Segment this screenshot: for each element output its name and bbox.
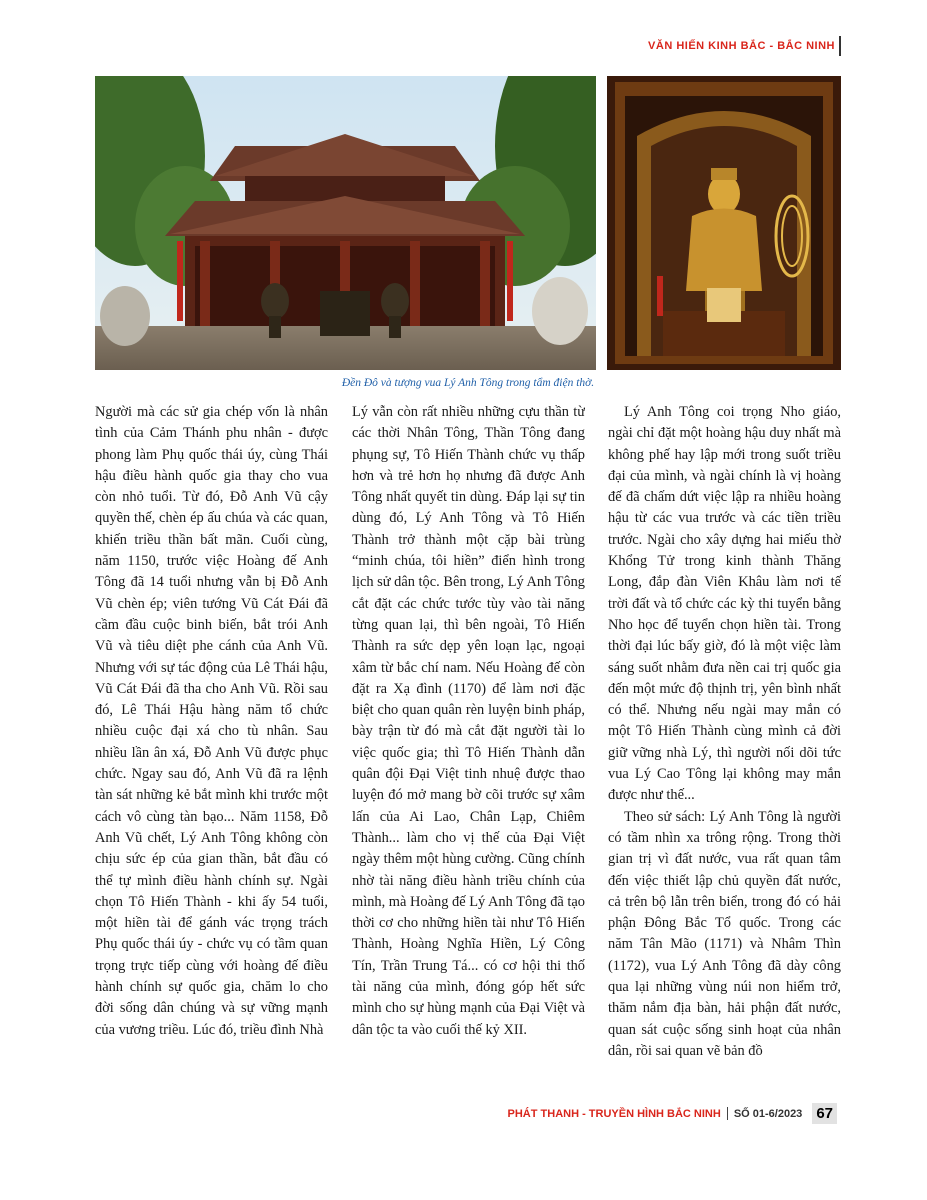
magazine-section-title: VĂN HIẾN KINH BẮC - BẮC NINH <box>648 40 835 52</box>
header-divider <box>839 36 841 56</box>
paragraph: Theo sử sách: Lý Anh Tông là người có tầm nhìn xa trông rộng. Trong thời gian trị vì đất nước, vua rất quan tâm đến việc thiết lập chủ quyền đất nước, cả trên bộ lẫn trên biển, trong đó có hải phận Đông Bắc Tổ quốc. Trong các năm Tân Mão (1171) và Nhâm Thìn (1172), vua Lý Anh Tông đã dày công qua lại những vùng núi non hiểm trở, thăm nắm địa bàn, hải phận đất nước, quan sát cuộc sống sinh hoạt của nhân dân, rồi sai quan vẽ bản đồ <box>608 808 841 1059</box>
paragraph: Lý Anh Tông coi trọng Nho giáo, ngài chỉ đặt một hoàng hậu duy nhất mà không phế hay lập mới trong suốt triều đại của mình, và ngài chính là vị hoàng đế đã chấm dứt việc lập ra nhiều hoàng hậu từ các vua trước và các tiền triều trước. Ngài cho xây dựng hai miếu thờ Khổng Tử trong kinh thành Thăng Long, đắp đàn Viên Khâu làm nơi tế trời đất và tổ chức các kỳ thi tuyển bằng Nho học để tuyển chọn hiền tài. Trong thời đại lúc bấy giờ, đó là một việc làm sáng suốt nhằm đưa nền cai trị quốc gia đến một mức độ thịnh trị, yên bình nhất có thể. Nhưng nếu ngài may mắn có một Tô Hiến Thành cùng mình cả đời giữ vững nhà Lý, thì người nối dõi tức vua Lý Cao Tông lại không may mắn được như thế... <box>608 404 841 804</box>
page-footer <box>508 1103 837 1124</box>
footer-issue: SỐ 01-6/2023 <box>733 1107 803 1120</box>
footer-publisher: PHÁT THANH - TRUYỀN HÌNH BẮC NINH <box>507 1107 721 1120</box>
page-number: 67 <box>812 1103 837 1124</box>
article-column-2 <box>352 402 585 1092</box>
article-column-3 <box>608 402 841 1092</box>
figure-caption: Đền Đô và tượng vua Lý Anh Tông trong tẩm điện thờ. <box>341 377 595 389</box>
temple-photo <box>95 76 596 370</box>
paragraph: Người mà các sử gia chép vốn là nhân tình của Cảm Thánh phu nhân - được phong làm Phụ quốc thái úy, cùng Thái hậu điều hành quốc gia thay cho vua còn nhỏ tuổi. Từ đó, Đỗ Anh Vũ cậy quyền thế, chèn ép ấu chúa và các quan, khiến triều thần bất mãn. Cuối cùng, năm 1150, trước việc Hoàng đế Anh Tông đã 14 tuổi nhưng vẫn bị Đỗ Anh Vũ chèn ép; viên tướng Vũ Cát Đái đã cầm đầu cuộc binh biến, bắt trói Anh Vũ và tiêu diệt phe cánh của Anh Vũ. Nhưng với sự tác động của Lê Thái hậu, Vũ Cát Đái đã tha cho Anh Vũ. Rồi sau đó, Lê Thái Hậu hàng năm tổ chức nhiều cuộc đại xá cho tù nhân. Sau nhiều lần ân xá, Đỗ Anh Vũ được phục chức. Ngay sau đó, Anh Vũ đã ra lệnh tàn sát những kẻ bắt mình khi trước một cách vô cùng tàn bạo... Năm 1158, Đỗ Anh Vũ chết, Lý Anh Tông không còn chịu sức ép của gian thần, bắt đầu có thể tự mình điều hành chính sự. Ngài chọn Tô Hiến Thành - khi ấy 54 tuổi, một hiền tài để gánh vác trọng trách Phụ quốc thái úy - chức vụ có tầm quan trọng trực tiếp cùng với hoàng đế điều hành chính sự quốc gia, chăm lo cho đời sống dân chúng và sự vững mạnh của vương triều. Lúc đó, triều đình Nhà <box>95 404 328 1038</box>
article-column-1 <box>95 402 328 1092</box>
footer-divider <box>727 1107 728 1120</box>
paragraph: Lý vẫn còn rất nhiều những cựu thần từ các thời Nhân Tông, Thần Tông đang phụng sự, Tô Hiến Thành chức vụ thấp hơn và trẻ hơn họ nhưng đã được Anh Tông nhất quyết tin dùng. Đáp lại sự tin dùng đó, Lý Anh Tông và Tô Hiến Thành trở thành một cặp bài trùng “minh chúa, tôi hiền” điển hình trong lịch sử dân tộc. Bên trong, Lý Anh Tông cắt đặt các chức tước tùy vào tài năng từng quan lại, thì bên ngoài, Tô Hiến Thành ra sức dẹp yên loạn lạc, ngoại xâm từ bắc chí nam. Nếu Hoàng đế còn đặt ra Xạ đình (1170) để làm nơi đặc biệt cho quan quân rèn luyện binh pháp, bày trận từ đó mà cắt đặt người tài lo việc quốc gia; thì Tô Hiến Thành dẫn quân đội Đại Việt tinh nhuệ được thao luyện đó mở mang bờ cõi trước sự xâm lấn của Ai Lao, Chân Lạp, Chiêm Thành... làm cho vị thế của Đại Việt ngày thêm một hùng cường. Cũng chính nhờ tài năng điều hành triều chính của mình, mà Hoàng đế Lý Anh Tông đã tạo thời cơ cho những hiền tài như Tô Hiến Thành, Hoàng Nghĩa Hiền, Lý Công Tín, Trần Trung Tá... có cơ hội thi thố tài năng của mình, đóng góp hết sức mình cho sự hùng mạnh của Đại Việt và dân tộc ta vào cuối thế kỷ XII. <box>352 404 585 1038</box>
king-statue-photo <box>607 76 841 370</box>
